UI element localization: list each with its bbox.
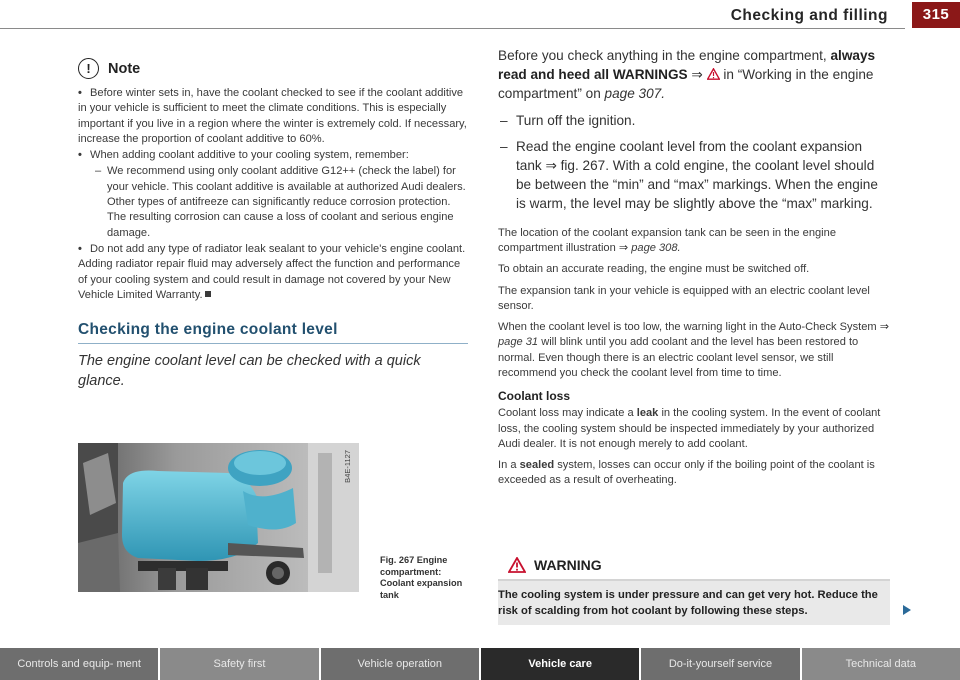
header-rule	[0, 28, 905, 29]
nav-tab-vehicle-care[interactable]: Vehicle care	[481, 648, 639, 680]
step-item: – Turn off the ignition.	[500, 112, 636, 128]
warning-header	[498, 549, 890, 579]
continue-arrow-icon	[902, 604, 912, 616]
step-item: – Read the engine coolant level from the coolant expansion tank ⇒ fig. 267. With a cold engine, the coolant level should be between the “min” and “max” markings. When the engine is warm, the level may be slightly above the “max” marking.	[500, 138, 878, 212]
warning-label: WARNING	[534, 557, 602, 573]
right-column	[498, 46, 890, 489]
note-label: Note	[108, 60, 141, 77]
page-number: 315	[912, 2, 960, 28]
nav-tab-technical-data[interactable]: Technical data	[802, 648, 960, 680]
nav-tab-vehicle-operation[interactable]: Vehicle operation	[321, 648, 479, 680]
exclamation-circle-icon: !	[78, 58, 99, 79]
note-bullet: • When adding coolant additive to your cooling system, remember:	[78, 149, 409, 162]
nav-tab-safety[interactable]: Safety first	[160, 648, 318, 680]
figure-caption: Fig. 267 Engine compartment: Coolant expansion tank	[380, 555, 463, 600]
bottom-chapter-nav	[0, 648, 960, 680]
nav-tab-controls[interactable]: Controls and equip- ment	[0, 648, 158, 680]
engine-compartment-figure	[78, 443, 359, 592]
warning-triangle-icon	[707, 68, 720, 80]
warning-text: The cooling system is under pressure and can get very hot. Reduce the risk of scalding from hot coolant by following these steps.	[498, 579, 890, 625]
paragraph: The expansion tank in your vehicle is equipped with an electric coolant level sensor.	[498, 284, 870, 312]
note-bullet: • Before winter sets in, have the coolant checked to see if the coolant additive in your vehicle is sufficient to meet the climate conditions. This is especially important if you live in a region where the winter is extremely cold. If necessary, increase the proportion of coolant additive to 60%.	[78, 87, 467, 145]
note-bullet: • Do not add any type of radiator leak sealant to your vehicle's engine coolant. Adding radiator repair fluid may adversely affect the function and performance of your cooling system and could result in damage not covered by your New Vehicle Limited Warranty.	[78, 242, 466, 301]
intro-paragraph: Before you check anything in the engine compartment, always read and heed all WARNINGS ⇒ in “Working in the engine compartment” on page 307.	[498, 48, 876, 102]
section-title: Checking the engine coolant level	[78, 321, 468, 344]
end-of-section-marker	[205, 291, 211, 297]
paragraph: In a sealed system, losses can occur only if the boiling point of the coolant is exceeded as a result of overheating.	[498, 459, 875, 487]
paragraph: To obtain an accurate reading, the engine must be switched off.	[498, 263, 810, 276]
note-sub-item: – We recommend using only coolant additive G12++ (check the label) for your vehicle. This coolant additive is available at authorized Audi dealers. Other types of antifreeze can significantly reduce corrosion protection. The resulting corrosion can cause a loss of coolant and serious engine damage.	[95, 165, 466, 239]
note-header	[78, 58, 468, 79]
warning-triangle-icon	[508, 557, 526, 573]
nav-tab-diy-service[interactable]: Do-it-yourself service	[641, 648, 799, 680]
page-header-title: Checking and filling	[730, 7, 888, 24]
section-subtitle: The engine coolant level can be checked with a quick glance.	[78, 353, 421, 390]
paragraph: When the coolant level is too low, the warning light in the Auto-Check System ⇒ page 31 will blink until you add coolant and the level has been restored to normal. Even though there is an electric coolant level sensor, we still recommend you check the coolant level from time to time.	[498, 321, 889, 379]
paragraph: The location of the coolant expansion tank can be seen in the engine compartment illustration ⇒ page 308.	[498, 226, 836, 254]
subsection-heading: Coolant loss	[498, 389, 571, 404]
warning-box	[498, 549, 890, 625]
left-column	[78, 58, 468, 391]
coolant-tank-illustration	[78, 443, 359, 592]
figure-code: B4E-1127	[343, 450, 352, 483]
paragraph: Coolant loss may indicate a leak in the cooling system. In the event of coolant loss, the cooling system should be inspected immediately by your authorized Audi dealer. It is not enough merely to add coolant.	[498, 407, 881, 450]
